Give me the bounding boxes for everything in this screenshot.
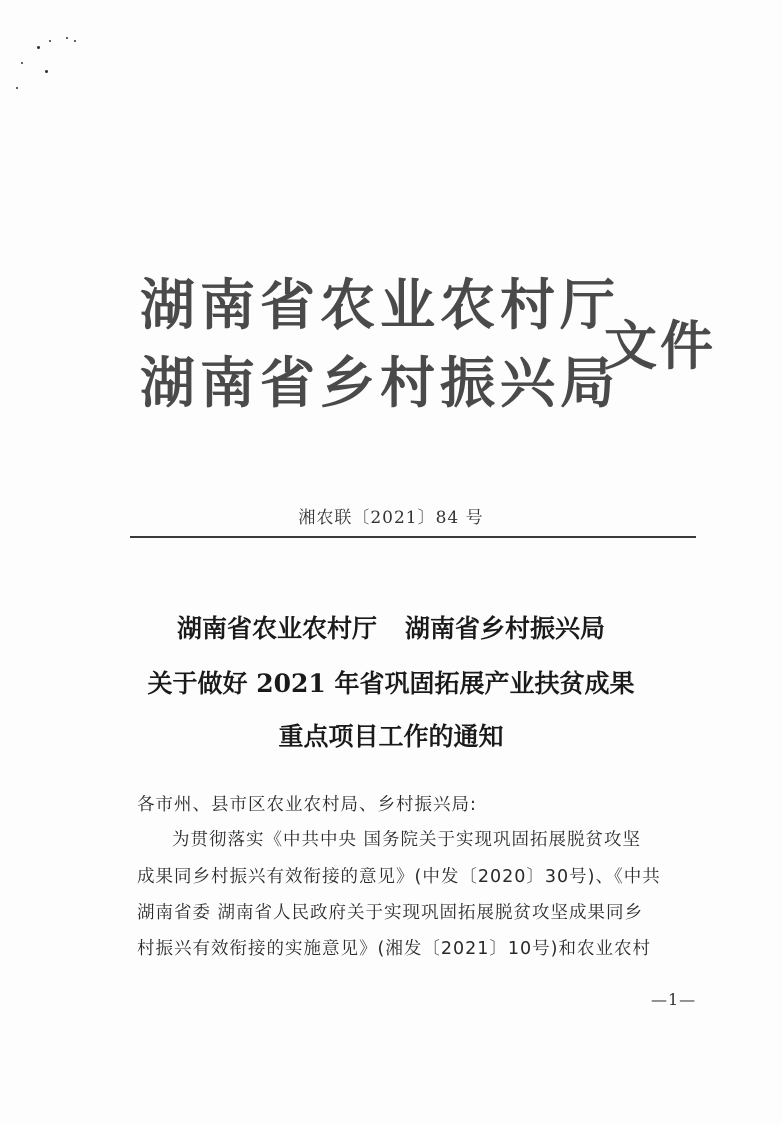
issuing-org-1: 湖南省农业农村厅 (140, 273, 621, 337)
title-org-2: 湖南省乡村振兴局 (405, 614, 606, 643)
issuing-authority-header (140, 268, 716, 438)
scan-speck (21, 62, 23, 64)
scan-speck (37, 46, 40, 49)
header-divider (130, 536, 696, 538)
title-line-3: 重点项目工作的通知 (278, 722, 504, 751)
document-type-label: 文件 (604, 316, 716, 377)
body-line: 村振兴有效衔接的实施意见》(湘发〔2021〕10号)和农业农村 (137, 939, 651, 959)
title-line-2: 关于做好 2021 年省巩固拓展产业扶贫成果 (147, 669, 635, 698)
body-line: 成果同乡村振兴有效衔接的意见》(中发〔2020〕30号)、《中共 (137, 867, 661, 887)
issuing-org-2: 湖南省乡村振兴局 (140, 351, 621, 415)
salutation: 各市州、县市区农业农村局、乡村振兴局: (137, 795, 477, 815)
scan-speck (49, 40, 51, 42)
body-line: 湖南省委 湖南省人民政府关于实现巩固拓展脱贫攻坚成果同乡 (137, 903, 644, 923)
document-number: 湘农联〔2021〕84 号 (298, 508, 484, 528)
scan-speck (66, 37, 68, 39)
scan-speck (16, 87, 18, 89)
body-line: 为贯彻落实《中共中央 国务院关于实现巩固拓展脱贫攻坚 (172, 830, 642, 850)
scan-speck (45, 70, 48, 73)
scan-speck (74, 40, 76, 42)
title-line-1 (0, 616, 782, 641)
page-number: —1— (651, 990, 697, 1009)
title-org-1: 湖南省农业农村厅 (176, 614, 377, 643)
